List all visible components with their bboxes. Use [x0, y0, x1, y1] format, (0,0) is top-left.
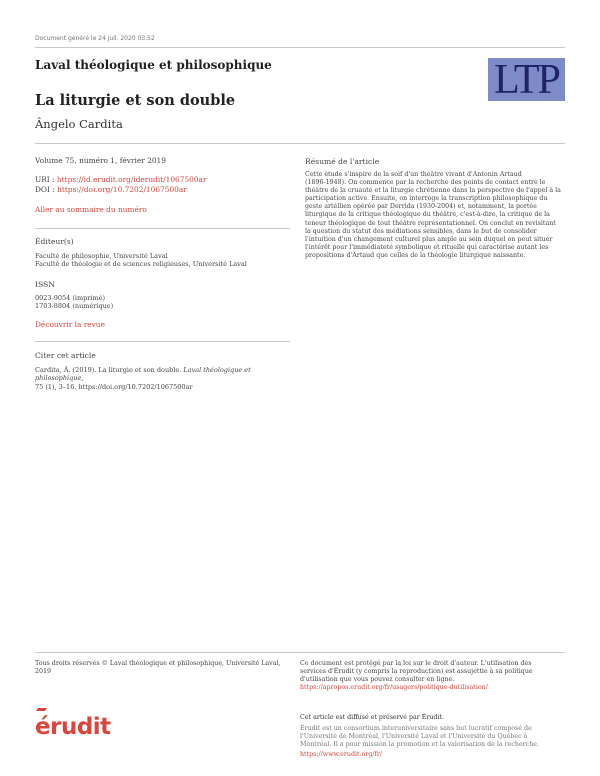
- journal-logo-text: LTP: [494, 57, 559, 103]
- issn-print: 0023-9054 (imprimé): [35, 294, 106, 302]
- left-divider-2: [35, 341, 290, 342]
- abstract-line: théâtre de la cruauté et la liturgie chrétienne dans la perspective de l'appel à la: [305, 187, 561, 195]
- toc-link[interactable]: Aller au sommaire du numéro: [35, 205, 147, 214]
- abstract-line: Cette étude s'inspire de la soif d'un théâtre vivant d'Antonin Artaud: [305, 171, 522, 178]
- left-divider-1: [35, 228, 290, 229]
- abstract-line: (1896-1948). On commence par la recherche des points de contact entre le: [305, 179, 546, 187]
- copyright-line: services d'Érudit (y compris la reproduction) est assujettie à sa politique: [300, 668, 533, 676]
- rights-line: Tous droits réservés © Laval théologique et philosophique, Université Laval,: [35, 660, 281, 667]
- citation-journal: Laval théologique et philosophique: [35, 366, 251, 383]
- copyright-notice: [300, 660, 568, 692]
- abstract-body: [305, 171, 567, 260]
- issn-heading: ISSN: [35, 280, 55, 289]
- abstract-line: l'intuition d'un changement culturel plus ample au sein duquel on peut situer: [305, 235, 553, 243]
- abstract-line: teneur théologique de tout théâtre représentationnel. On conclut en revisitant: [305, 219, 556, 227]
- abstract-heading: Résumé de l'article: [305, 157, 380, 166]
- diffusion-line: l'Université de Montréal, l'Université Laval et l'Université du Québec à: [300, 733, 528, 741]
- journal-title: Laval théologique et philosophique: [35, 58, 272, 72]
- journal-logo: [488, 58, 565, 101]
- abstract-line: participation active. Ensuite, on interroge la transcription philosophique du: [305, 195, 548, 203]
- publisher-list: [35, 252, 247, 269]
- diffusion-notice: [300, 714, 568, 759]
- abstract-line: liturgique de la critique théologique du théâtre, c'est-à-dire, la critique de la: [305, 211, 550, 219]
- discover-journal-link[interactable]: Découvrir la revue: [35, 320, 105, 329]
- rights-notice: [35, 660, 295, 676]
- citation-line-2: 75 (1), 3–16. https://doi.org/10.7202/1067500ar: [35, 382, 193, 391]
- abstract-line: l'intérêt pour l'immédiateté symbolique et rituelle qui caractérise autant les: [305, 243, 549, 251]
- issn-list: [35, 294, 113, 311]
- doi-line: [35, 185, 187, 195]
- article-title: La liturgie et son double: [35, 92, 236, 109]
- erudit-accent: [36, 708, 47, 711]
- header-divider: [35, 47, 565, 48]
- issn-digital: 1703-8804 (numérique): [35, 302, 114, 311]
- citation-suffix: ,: [81, 374, 84, 383]
- abstract-line: propositions d'Artaud que celles de la théologie liturgique naissante.: [305, 251, 526, 259]
- citation-prefix: Cardita, Â. (2019). La liturgie et son double.: [35, 366, 184, 374]
- publisher-line: Faculté de philosophie, Université Laval: [35, 252, 168, 260]
- erudit-site-link[interactable]: https://www.erudit.org/fr/: [300, 751, 382, 759]
- erudit-logo[interactable]: [35, 714, 111, 740]
- generated-date: Document généré le 24 juil. 2020 03:52: [35, 35, 155, 42]
- publisher-line: Faculté de théologie et de sciences religieuses, Université Laval: [35, 260, 247, 269]
- uri-line: [35, 175, 207, 185]
- copyright-line: Ce document est protégé par la loi sur le droit d'auteur. L'utilisation des: [300, 660, 532, 667]
- title-divider: [35, 143, 565, 144]
- diffusion-heading: Cet article est diffusé et préservé par Érudit.: [300, 714, 444, 721]
- abstract-line: geste artéllien opérée par Derrida (1930-2004) et, notamment, la portée: [305, 203, 537, 211]
- rights-line: 2019: [35, 668, 52, 676]
- abstract-line: la question du statut des médiations sensibles, dans le but de consolider: [305, 227, 537, 235]
- uri-label: URI :: [35, 175, 57, 184]
- copyright-line: d'utilisation que vous pouvez consulter en ligne.: [300, 676, 455, 684]
- erudit-logo-text: érudit: [35, 714, 111, 740]
- citation-line-1: [35, 366, 295, 383]
- uri-link[interactable]: https://id.erudit.org/iderudit/1067500ar: [56, 175, 207, 184]
- article-author: Ângelo Cardita: [35, 117, 123, 131]
- publisher-heading: Éditeur(s): [35, 237, 74, 246]
- diffusion-line: Érudit est un consortium interuniversitaire sans but lucratif composé de: [300, 725, 532, 733]
- cite-heading: Citer cet article: [35, 351, 96, 360]
- doi-link[interactable]: https://doi.org/10.7202/1067500ar: [57, 185, 187, 194]
- policy-link[interactable]: https://apropos.erudit.org/fr/usagers/politique-dutilisation/: [300, 684, 488, 692]
- footer-divider: [35, 652, 565, 653]
- diffusion-line: Montréal. Il a pour mission la promotion et la valorisation de la recherche.: [300, 741, 539, 749]
- citation: [35, 366, 295, 391]
- volume-info: Volume 75, numéro 1, février 2019: [35, 156, 166, 165]
- doi-label: DOI :: [35, 185, 58, 194]
